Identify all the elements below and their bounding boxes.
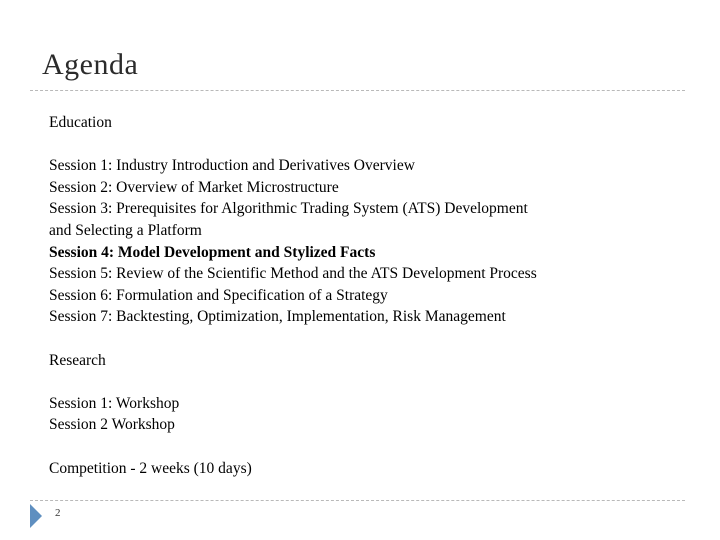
- page-number: 2: [55, 507, 61, 519]
- education-session-4-highlighted: Session 4: Model Development and Stylized Facts: [49, 243, 376, 261]
- spacer: [49, 436, 689, 458]
- education-session-6: Session 6: Formulation and Specification of a Strategy: [49, 286, 388, 304]
- education-session-3-continued: and Selecting a Platform: [49, 221, 202, 239]
- education-session-1: Session 1: Industry Introduction and Derivatives Overview: [49, 157, 415, 175]
- title-divider: [30, 90, 685, 91]
- spacer: [49, 328, 689, 350]
- competition-item: Competition - 2 weeks (10 days): [49, 459, 252, 477]
- footer-divider: [30, 500, 685, 501]
- research-heading: Research: [49, 351, 106, 369]
- spacer: [49, 371, 689, 393]
- slide-title: Agenda: [42, 48, 139, 81]
- education-session-3: Session 3: Prerequisites for Algorithmic Trading System (ATS) Development: [49, 200, 528, 218]
- education-session-7: Session 7: Backtesting, Optimization, Implementation, Risk Management: [49, 308, 506, 326]
- research-session-1: Session 1: Workshop: [49, 394, 180, 412]
- spacer: [49, 134, 689, 156]
- agenda-content: [49, 112, 689, 479]
- triangle-right-icon: [30, 504, 42, 528]
- education-heading: Education: [49, 114, 112, 131]
- education-session-2: Session 2: Overview of Market Microstructure: [49, 178, 339, 196]
- education-session-5: Session 5: Review of the Scientific Method and the ATS Development Process: [49, 265, 537, 283]
- research-session-2: Session 2 Workshop: [49, 416, 175, 434]
